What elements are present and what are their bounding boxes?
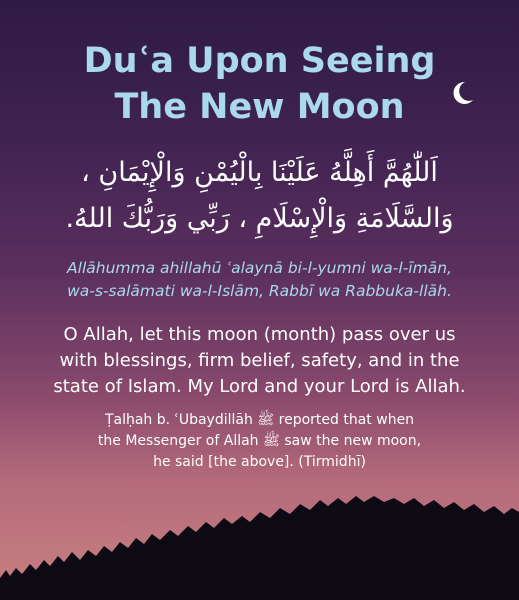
transliteration-line-2: wa-s-salāmati wa-l-Islām, Rabbī wa Rabbuka-llāh. [67,282,452,300]
source-line-1: Ṭalḥah b. ʿUbaydillāh ﷺ reported that when [104,412,415,428]
title-line-2: The New Moon [114,87,405,127]
transliteration [10,257,509,303]
forest-silhouette [0,490,519,600]
transliteration-line-1: Allāhumma ahillahū ʿalaynā bi-l-yumni wa-l-īmān, [67,259,452,277]
translation [8,322,511,400]
arabic-line-1: اَللّٰهُمَّ أَهِلَّهُ عَلَيْنَا بِالْيُمْنِ وَالْإِيْمَانِ ، [81,157,438,188]
translation-line-2: with blessings, firm belief, safety, and in the [59,350,460,371]
page-title [0,38,519,130]
arabic-line-2: وَالسَّلَامَةِ وَالْإِسْلَامِ ، رَبِّي وَرَبُّكَ اللهُ. [65,203,454,234]
hadith-source [10,410,509,473]
arabic-dua [20,150,499,242]
source-line-3: he said [the above]. (Tirmidhī) [153,454,366,470]
source-line-2: the Messenger of Allah ﷺ saw the new moon, [97,433,422,449]
translation-line-3: state of Islam. My Lord and your Lord is Allah. [53,376,466,397]
translation-line-1: O Allah, let this moon (month) pass over us [63,324,456,345]
crescent-moon-icon [449,80,475,106]
title-line-1: Duʿa Upon Seeing [83,41,436,81]
